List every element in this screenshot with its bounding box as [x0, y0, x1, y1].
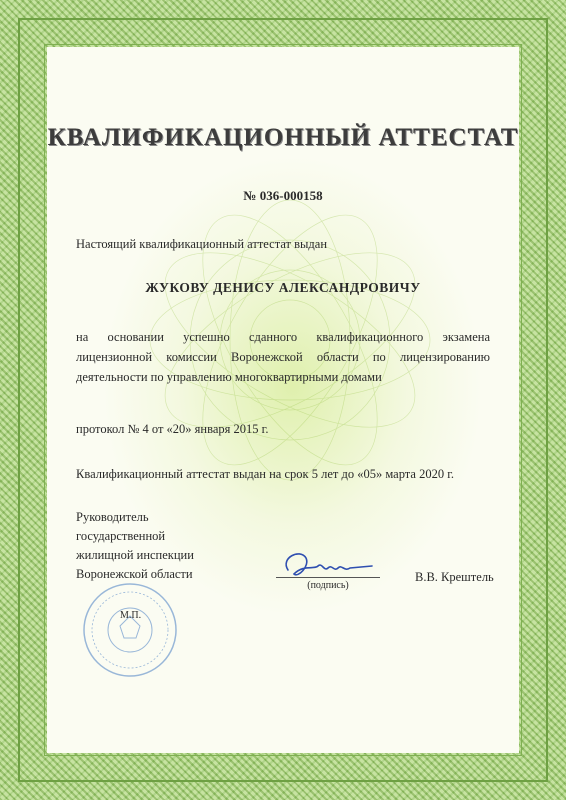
head-position [76, 508, 194, 584]
head-line: государственной [76, 529, 166, 543]
recipient-name: ЖУКОВУ ДЕНИСУ АЛЕКСАНДРОВИЧУ [145, 280, 421, 295]
head-line: жилищной инспекции [76, 548, 194, 562]
head-line: Воронежской области [76, 567, 193, 581]
basis-paragraph [76, 327, 490, 387]
signature-line [276, 577, 380, 578]
signature-caption: (подпись) [307, 580, 349, 591]
validity-text: Квалификационный аттестат выдан на срок 5 лет до «05» марта 2020 г. [76, 467, 455, 481]
basis-line: на основании успешно сданного квалификационного экзамена [76, 330, 490, 344]
protocol-text: протокол № 4 от «20» января 2015 г. [76, 422, 269, 436]
certificate-title: КВАЛИФИКАЦИОННЫЙ АТТЕСТАТ [47, 124, 519, 151]
basis-line: лицензионной комиссии Воронежской области по лицензированию [76, 350, 490, 364]
issued-text: Настоящий квалификационный аттестат выдан [76, 237, 328, 251]
seal-label: М.П. [120, 610, 142, 621]
certificate-number: № 036-000158 [243, 188, 323, 203]
basis-line: деятельности по управлению многоквартирными домами [76, 370, 382, 384]
official-seal-icon [70, 578, 188, 678]
head-line: Руководитель [76, 510, 149, 524]
signer-name: В.В. Крештель [415, 570, 494, 584]
